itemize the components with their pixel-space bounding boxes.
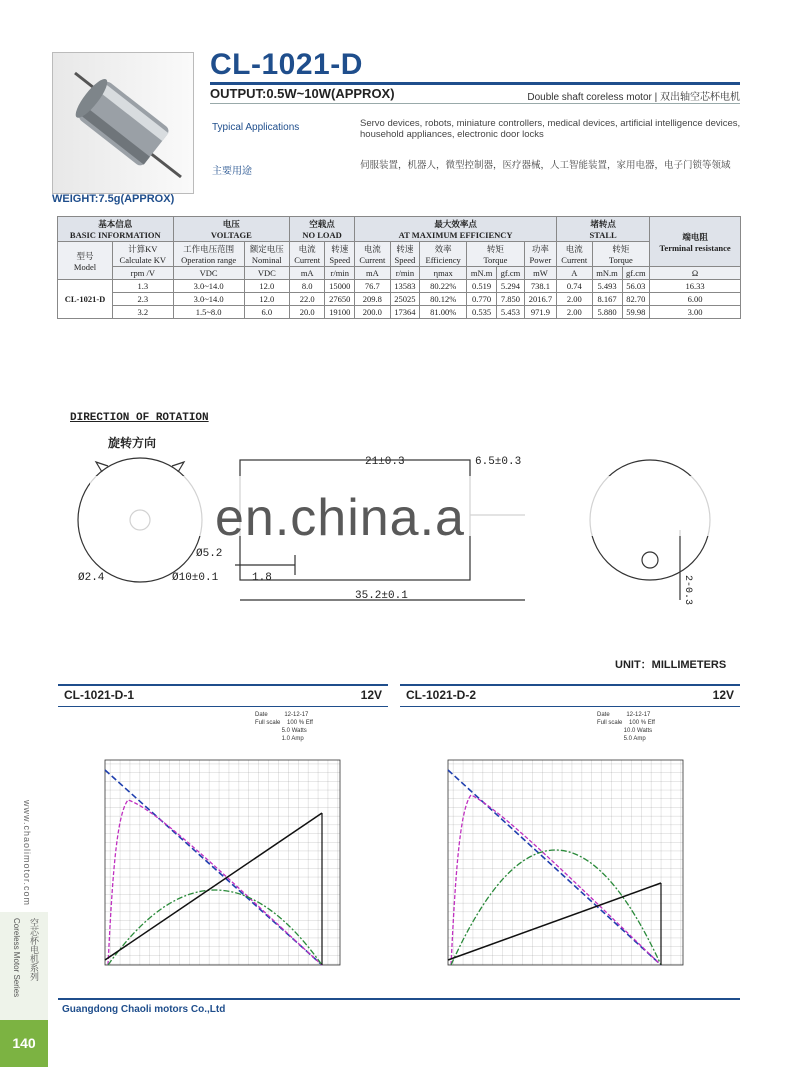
cell: 1.5~8.0 <box>173 306 244 319</box>
table-row <box>58 280 741 293</box>
cn-applications-text: 伺服装置，机器人，微型控制器，医疗器械，人工智能装置，家用电器，电子门锁等领域 <box>360 160 731 171</box>
cell: 17364 <box>390 306 420 319</box>
group-voltage: 电压 VOLTAGE <box>173 217 289 242</box>
cell: 1.3 <box>113 280 174 293</box>
dim-5-2: Ø5.2 <box>196 548 223 560</box>
unit-me-pow: mW <box>524 267 556 280</box>
unit-st-trq1: mN.m <box>592 267 622 280</box>
unit-nl-spd: r/min <box>325 267 355 280</box>
table-group-row <box>58 217 741 242</box>
cell: 0.74 <box>557 280 592 293</box>
col-model: 型号 Model <box>58 242 113 280</box>
chart2-grid <box>448 760 683 965</box>
dim-2-4: Ø2.4 <box>78 572 105 584</box>
page-number: 140 <box>0 1020 48 1067</box>
unit-kv: rpm /V <box>113 267 174 280</box>
col-kv: 计算KV Calculate KV <box>113 242 174 267</box>
weight-label: WEIGHT:7.5g(APPROX) <box>52 193 175 205</box>
cell: 76.7 <box>355 280 390 293</box>
chart2-voltage: 12V <box>712 688 734 702</box>
chart1-voltage: 12V <box>360 688 382 702</box>
company-name: Guangdong Chaoli motors Co.,Ltd <box>62 1004 226 1015</box>
spec-table <box>57 216 741 319</box>
dim-2-0-3: 2-0.3 <box>682 575 693 606</box>
cell: 13583 <box>390 280 420 293</box>
footer-divider <box>58 998 740 1000</box>
side-cn-series: 空芯杯电机系列 <box>29 918 39 981</box>
cell: 12.0 <box>244 293 289 306</box>
cell: 27650 <box>325 293 355 306</box>
dim-21: 21±0.3 <box>365 456 405 468</box>
table-row <box>58 306 741 319</box>
cell: 2.00 <box>557 293 592 306</box>
model-title: CL-1021-D <box>210 48 363 81</box>
unit-st-trq2: gf.cm <box>622 267 650 280</box>
cell: 19100 <box>325 306 355 319</box>
dim-1-8: 1.8 <box>252 572 272 584</box>
cell: 16.33 <box>650 280 741 293</box>
direction-title: DIRECTION OF ROTATION <box>70 412 209 424</box>
motor-subtitle: Double shaft coreless motor | 双出轴空芯杯电机 <box>527 92 740 103</box>
unit-vnom: VDC <box>244 267 289 280</box>
side-url: www.chaolimotor.com <box>22 800 32 907</box>
dim-35-2: 35.2±0.1 <box>355 590 408 602</box>
cell: 81.00% <box>420 306 467 319</box>
group-basic: 基本信息 BASIC INFORMATION <box>58 217 174 242</box>
unit-me-trq2: gf.cm <box>497 267 525 280</box>
unit-me-spd: r/min <box>390 267 420 280</box>
output-rating: OUTPUT:0.5W~10W(APPROX) <box>210 86 395 101</box>
cell: 971.9 <box>524 306 556 319</box>
unit-vrange: VDC <box>173 267 244 280</box>
dim-10: Ø10±0.1 <box>172 572 219 584</box>
chart1-header <box>58 684 388 707</box>
unit-nl-cur: mA <box>289 267 324 280</box>
cell: 5.294 <box>497 280 525 293</box>
col-me-trq: 转矩 Torque <box>467 242 525 267</box>
dim-6-5: 6.5±0.3 <box>475 456 522 468</box>
cell: 3.0~14.0 <box>173 280 244 293</box>
chart2-title: CL-1021-D-2 <box>406 688 477 702</box>
cell: 0.535 <box>467 306 497 319</box>
cell: 2.00 <box>557 306 592 319</box>
title-divider <box>210 82 740 85</box>
chart1-graph <box>100 755 345 970</box>
chart2-header <box>400 684 740 707</box>
cell: 25025 <box>390 293 420 306</box>
chart1-title: CL-1021-D-1 <box>64 688 135 702</box>
cn-applications-label: 主要用途 <box>212 166 252 177</box>
cell: 5.880 <box>592 306 622 319</box>
col-me-eff: 效率 Efficiency <box>420 242 467 267</box>
chart1-grid <box>105 760 340 965</box>
cell: 5.453 <box>497 306 525 319</box>
table-unit-row <box>58 267 741 280</box>
cell: 20.0 <box>289 306 324 319</box>
unit-me-cur: mA <box>355 267 390 280</box>
cell: 2016.7 <box>524 293 556 306</box>
chart2-graph <box>443 755 688 970</box>
cell: 3.0~14.0 <box>173 293 244 306</box>
cell: 0.770 <box>467 293 497 306</box>
cell: 12.0 <box>244 280 289 293</box>
cell: 3.00 <box>650 306 741 319</box>
unit-me-trq1: mN.m <box>467 267 497 280</box>
cell: 5.493 <box>592 280 622 293</box>
cell: 7.850 <box>497 293 525 306</box>
cell: 0.519 <box>467 280 497 293</box>
col-vnom: 额定电压 Nominal <box>244 242 289 267</box>
col-vrange: 工作电压范围 Operation range <box>173 242 244 267</box>
watermark-text: en.china.a <box>215 489 465 547</box>
table-col-row <box>58 242 741 267</box>
cell: 209.8 <box>355 293 390 306</box>
cell: 738.1 <box>524 280 556 293</box>
cell: 8.167 <box>592 293 622 306</box>
cell: 80.22% <box>420 280 467 293</box>
cell: 80.12% <box>420 293 467 306</box>
side-en-series: Coreless Motor Series <box>12 918 21 998</box>
col-me-spd: 转速 Speed <box>390 242 420 267</box>
chart1-legend: Date 12-12-17 Full scale 100 % Eff 5.0 Watts 1.0 Amp <box>255 712 313 742</box>
group-resistance: 端电阻 Terminal resistance <box>650 217 741 267</box>
chart2-legend: Date 12-12-17 Full scale 100 % Eff 10.0 Watts 5.0 Amp <box>597 712 655 742</box>
cell: 200.0 <box>355 306 390 319</box>
unit-res: Ω <box>650 267 741 280</box>
cell: 59.98 <box>622 306 650 319</box>
cell: 22.0 <box>289 293 324 306</box>
motor-image <box>53 53 193 193</box>
typical-applications-label: Typical Applications <box>212 122 300 133</box>
typical-applications-text: Servo devices, robots, miniature controllers, medical devices, artificial intelligence devices, household appliances, electronic door locks <box>360 118 741 140</box>
cell: 15000 <box>325 280 355 293</box>
col-st-trq: 转矩 Torque <box>592 242 650 267</box>
unit-me-eff: ηmax <box>420 267 467 280</box>
cell: 2.3 <box>113 293 174 306</box>
col-nl-cur: 电流 Current <box>289 242 324 267</box>
row-model: CL-1021-D <box>58 280 113 319</box>
table-row <box>58 293 741 306</box>
col-nl-spd: 转速 Speed <box>325 242 355 267</box>
group-noload: 空载点 NO LOAD <box>289 217 354 242</box>
cell: 3.2 <box>113 306 174 319</box>
cell: 82.70 <box>622 293 650 306</box>
col-st-cur: 电流 Current <box>557 242 592 267</box>
motor-photo <box>52 52 194 194</box>
cell: 6.0 <box>244 306 289 319</box>
group-stall: 堵转点 STALL <box>557 217 650 242</box>
cell: 56.03 <box>622 280 650 293</box>
cell: 6.00 <box>650 293 741 306</box>
cell: 8.0 <box>289 280 324 293</box>
direction-title-cn: 旋转方向 <box>108 436 157 450</box>
subtitle-divider <box>210 103 740 104</box>
unit-label: UNIT：MILLIMETERS <box>615 659 727 671</box>
col-me-pow: 功率 Power <box>524 242 556 267</box>
group-maxeff: 最大效率点 AT MAXIMUM EFFICIENCY <box>355 217 557 242</box>
col-me-cur: 电流 Current <box>355 242 390 267</box>
unit-st-cur: A <box>557 267 592 280</box>
